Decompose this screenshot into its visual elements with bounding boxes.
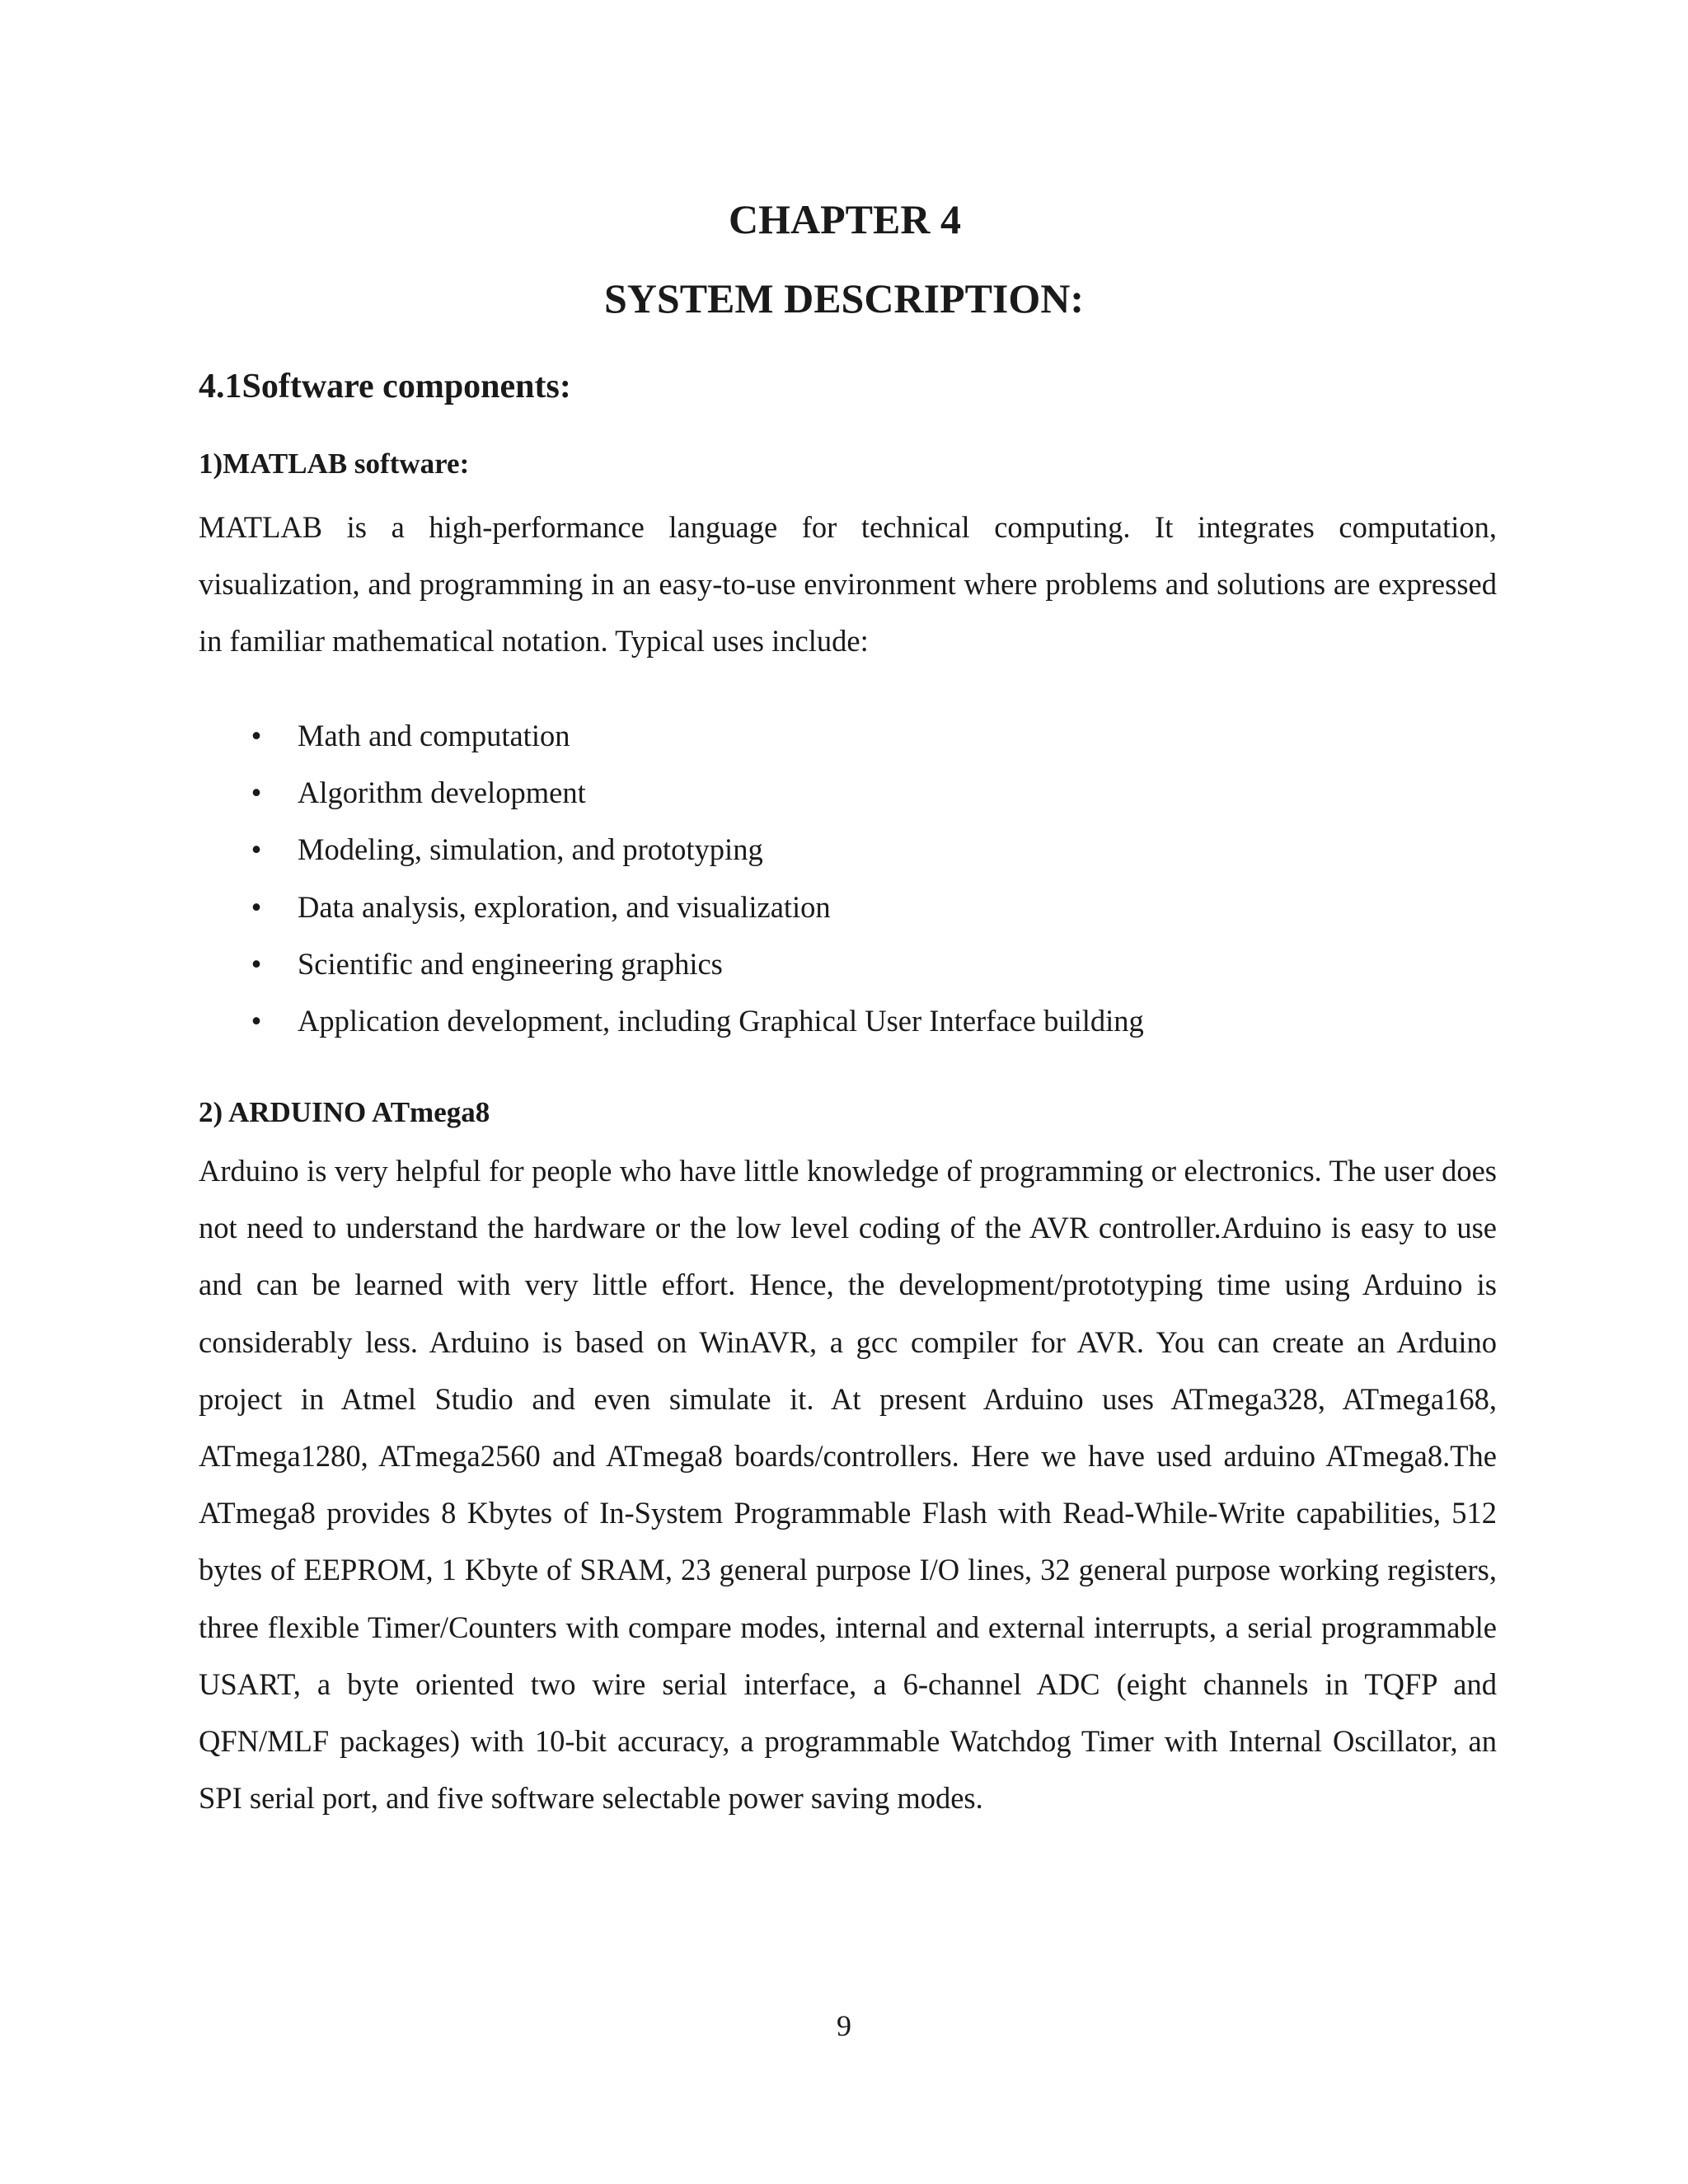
system-description-title: SYSTEM DESCRIPTION: [603,275,1085,321]
list-item-text: Scientific and engineering graphics [298,946,723,981]
bullet-icon: • [251,889,262,924]
bullet-icon: • [251,776,262,810]
matlab-paragraph: MATLAB is a high-performance language for technical computing. It integrates computation, visualization, and programming in an easy-to-use environment where problems and solutions are expressed in familiar mathematical notation. Typical uses include: [199,510,1497,658]
list-item-text: Data analysis, exploration, and visualization [298,889,831,924]
section-heading-software-components: 4.1Software components: [199,368,571,405]
bullet-icon: • [251,719,262,752]
page-number: 9 [837,2009,851,2042]
list-item-text: Modeling, simulation, and prototyping [298,832,763,867]
chapter-title: CHAPTER 4 [729,196,961,242]
list-item [199,879,1144,935]
list-item [199,821,1144,878]
bullet-icon: • [251,946,262,981]
list-item-text: Math and computation [298,719,570,752]
list-item [199,935,1144,992]
arduino-heading: 2) ARDUINO ATmega8 [199,1096,490,1128]
bullet-icon: • [251,1004,262,1038]
list-item [199,764,1144,821]
list-item-text: Algorithm development [298,776,586,810]
bullet-icon: • [251,832,262,867]
matlab-heading: 1)MATLAB software: [199,448,470,480]
matlab-uses-list [199,707,1144,1049]
list-item [199,707,1144,764]
arduino-paragraph: Arduino is very helpful for people who have little knowledge of programming or electronics. The user does not need to understand the hardware or the low level coding of the AVR controller.Arduino is easy to use and can be learned with very little effort. Hence, the development/prototyping time using Arduino is considerably less. Arduino is based on WinAVR, a gcc compiler for AVR. You can create an Arduino project in Atmel Studio and even simulate it. At present Arduino uses ATmega328, ATmega168, ATmega1280, ATmega2560 and ATmega8 boards/controllers. Here we have used arduino ATmega8.The ATmega8 provides 8 Kbytes of In-System Programmable Flash with Read-While-Write capabilities, 512 bytes of EEPROM, 1 Kbyte of SRAM, 23 general purpose I/O lines, 32 general purpose working registers, three flexible Timer/Counters with compare modes, internal and external interrupts, a serial programmable USART, a byte oriented two wire serial interface, a 6-channel ADC (eight channels in TQFP and QFN/MLF packages) with 10-bit accuracy, a programmable Watchdog Timer with Internal Oscillator, an SPI serial port, and five software selectable power saving modes. [199,1154,1497,1816]
list-item [199,992,1144,1049]
list-item-text: Application development, including Graphical User Interface building [298,1004,1144,1038]
